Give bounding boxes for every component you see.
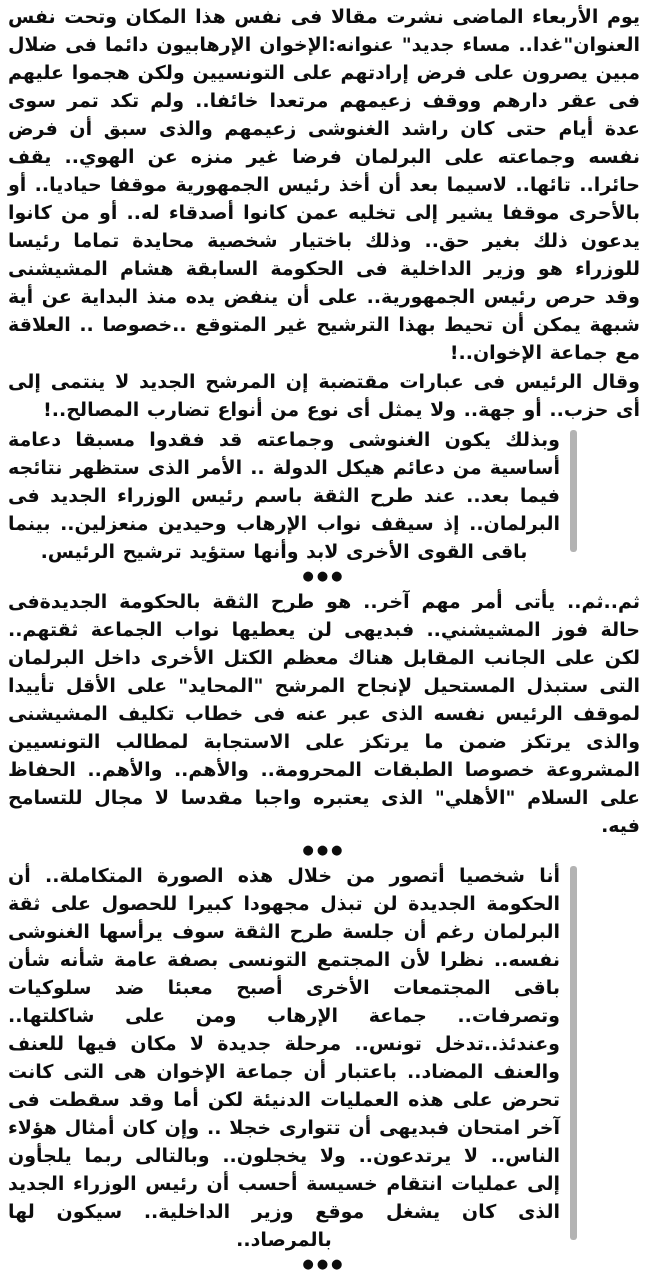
article-paragraph: يوم الأربعاء الماضى نشرت مقالا فى نفس هذا المكان وتحت نفس العنوان"غدا.. مساء جديد" عنوانه:الإخوان الإرهابيون دائما فى ضلال مبين يصرون على فرض إرادتهم على التونسيين ولكن هجموا عليهم فى عقر دارهم ووقف زعيمهم مرتعدا خائفا.. ولم تكد تمر سوى عدة أيام حتى كان راشد الغنوشى زعيمهم والذى سبق أن فرض نفسه وجماعته على البرلمان فرضا غير منزه عن الهوي.. يقف حائرا.. تائها.. لاسيما بعد أن أخذ رئيس الجمهورية موقفا حياديا.. أو بالأحرى موقفا يشير إلى تخليه عمن كانوا أصدقاء له.. أو من كانوا يدعون ذلك بغير حق.. وذلك باختيار شخصية محايدة تماما رئيسا للوزراء هو وزير الداخلية فى الحكومة السابقة هشام المشيشنى وقد حرص رئيس الجمهورية.. على أن ينفض يده منذ البداية عن أية شبهة يمكن أن تحيط بهذا الترشيح غير المتوقع ..خصوصا .. العلاقة مع جماعة الإخوان..! [8,6,640,364]
section-separator-dots: ●●● [302,1257,346,1272]
article-paragraph: ثم..ثم.. يأتى أمر مهم آخر.. هو طرح الثقة بالحكومة الجديدةفى حالة فوز المشيشني.. فبديهى لن يعطيها نواب الجماعة ثقتهم.. لكن على الجانب المقابل هناك معظم الكتل الأخرى داخل البرلمان التى ستبذل المستحيل لإنجاح المرشح "المحايد" على الأقل تأييدا لموقف الرئيس نفسه الذى عبر عنه فى خطاب تكليف المشيشنى والذى يرتكز ضمن ما يرتكز على الاستجابة لمطالب التونسيين المشروعة خصوصا الطبقات المحرومة.. والأهم.. والأهم.. الحفاظ على السلام "الأهلي" الذى يعتبره واجبا مقدسا لا مجال للتسامح فيه. [8,591,640,837]
section-separator-dots: ●●● [302,843,346,858]
section-separator-dots: ●●● [302,569,346,584]
quote-bar [570,866,577,1240]
quote-text: وبذلك يكون الغنوشى وجماعته قد فقدوا مسبقا دعامة أساسية من دعائم هيكل الدولة .. الأمر الذى ستظهر نتائجه فيما بعد.. عند طرح الثقة باسم رئيس الوزراء الجديد فى البرلمان.. إذ سيقف نواب الإرهاب وحيدين منعزلين.. بينما باقى القوى الأخرى لابد وأنها ستؤيد ترشيح الرئيس. [8,429,560,563]
quote-block [8,426,560,566]
article-paragraph: وقال الرئيس فى عبارات مقتضبة إن المرشح الجديد لا ينتمى إلى أى حزب.. أو جهة.. ولا يمثل أى نوع من أنواع تضارب المصالح..! [8,371,640,421]
quote-text: أنا شخصيا أتصور من خلال هذه الصورة المتكاملة.. أن الحكومة الجديدة لن تبذل مجهودا كبيرا للحصول على ثقة البرلمان رغم أن جلسة طرح الثقة سوف يرأسها الغنوشى نفسه.. نظرا لأن المجتمع التونسى بصفة عامة شأنه شأن باقى المجتمعات الأخرى أصبح معبئا ضد سلوكيات وتصرفات.. جماعة الإرهاب ومن على شاكلتها.. وعندئذ..تدخل تونس.. مرحلة جديدة لا مكان فيها للعنف والعنف المضاد.. باعتبار أن جماعة الإخوان هى التى كانت تحرض على هذه العمليات الدنيئة لكن أما وقد سقطت فى آخر امتحان فبديهى أن تتوارى خجلا .. وإن كان أمثال هؤلاء الناس.. لا يرتدعون.. ولا يخجلون.. وبالتالى ربما يلجأون إلى عمليات انتقام خسيسة أحسب أن رئيس الوزراء الجديد الذى كان يشغل موقع وزير الداخلية.. سيكون لها بالمرصاد.. [8,865,560,1251]
quote-bar [570,430,577,552]
quote-block [8,862,560,1254]
